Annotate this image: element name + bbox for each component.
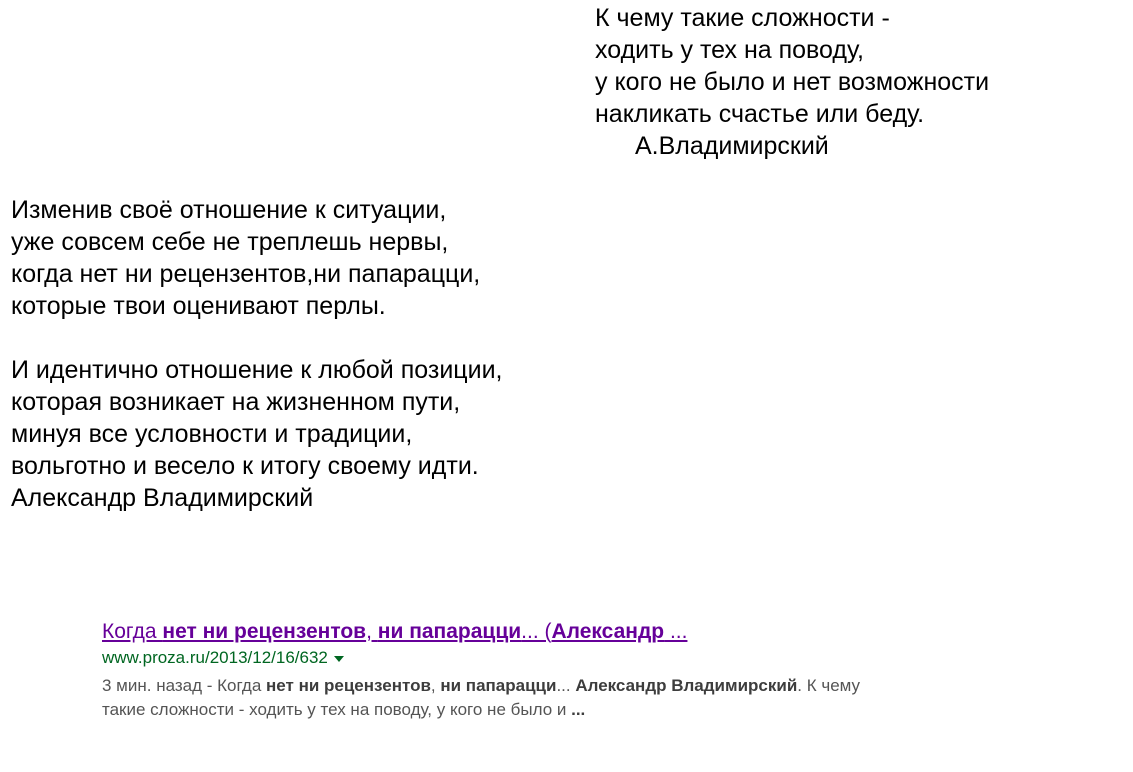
poem-top-line: накликать счастье или беду.	[595, 100, 925, 128]
poem-line: которая возникает на жизненном пути,	[11, 388, 461, 416]
title-text: Когда	[102, 620, 163, 643]
poem-top-author: А.Владимирский	[635, 132, 829, 160]
poem-main-author: Александр Владимирский	[11, 484, 314, 512]
search-result-url-row	[102, 646, 862, 670]
chevron-down-icon[interactable]	[334, 656, 344, 662]
poem-line: Изменив своё отношение к ситуации,	[11, 196, 447, 224]
stanza-gap	[11, 322, 503, 354]
poem-line: уже совсем себе не треплешь нервы,	[11, 228, 449, 256]
snippet-highlight: ...	[571, 700, 586, 719]
poem-top-line: ходить у тех на поводу,	[595, 36, 864, 64]
title-text: ,	[366, 620, 378, 643]
poem-line: вольготно и весело к итогу своему идти.	[11, 452, 479, 480]
snippet-text: 3 мин. назад - Когда	[102, 676, 267, 695]
title-highlight: Александр	[551, 620, 665, 643]
poem-line: минуя все условности и традиции,	[11, 420, 413, 448]
search-result-title-link[interactable]	[102, 618, 862, 646]
snippet-text: ...	[556, 676, 576, 695]
poem-top-line: К чему такие сложности -	[595, 4, 890, 32]
title-highlight: нет ни рецензентов	[162, 620, 367, 643]
snippet-highlight: Александр Владимирский	[575, 676, 798, 695]
poem-line: которые твои оценивают перлы.	[11, 292, 386, 320]
poem-top-line: у кого не было и нет возможности	[595, 68, 990, 96]
snippet-highlight: ни папарацци	[440, 676, 557, 695]
title-highlight: ни папарацци	[377, 620, 522, 643]
search-result-url[interactable]: www.proza.ru/2013/12/16/632	[102, 648, 328, 667]
title-text: ...	[664, 620, 688, 643]
poem-line: когда нет ни рецензентов,ни папарацци,	[11, 260, 481, 288]
search-result	[102, 618, 862, 722]
title-text: ... (	[521, 620, 552, 643]
snippet-text: . К чему такие сложности - ходить у тех на поводу, у кого не было и	[102, 676, 861, 719]
poem-main	[11, 194, 503, 514]
poem-line: И идентично отношение к любой позиции,	[11, 356, 503, 384]
poem-top	[595, 2, 989, 162]
snippet-text: ,	[430, 676, 441, 695]
search-result-snippet	[102, 674, 862, 722]
snippet-highlight: нет ни рецензентов	[266, 676, 431, 695]
